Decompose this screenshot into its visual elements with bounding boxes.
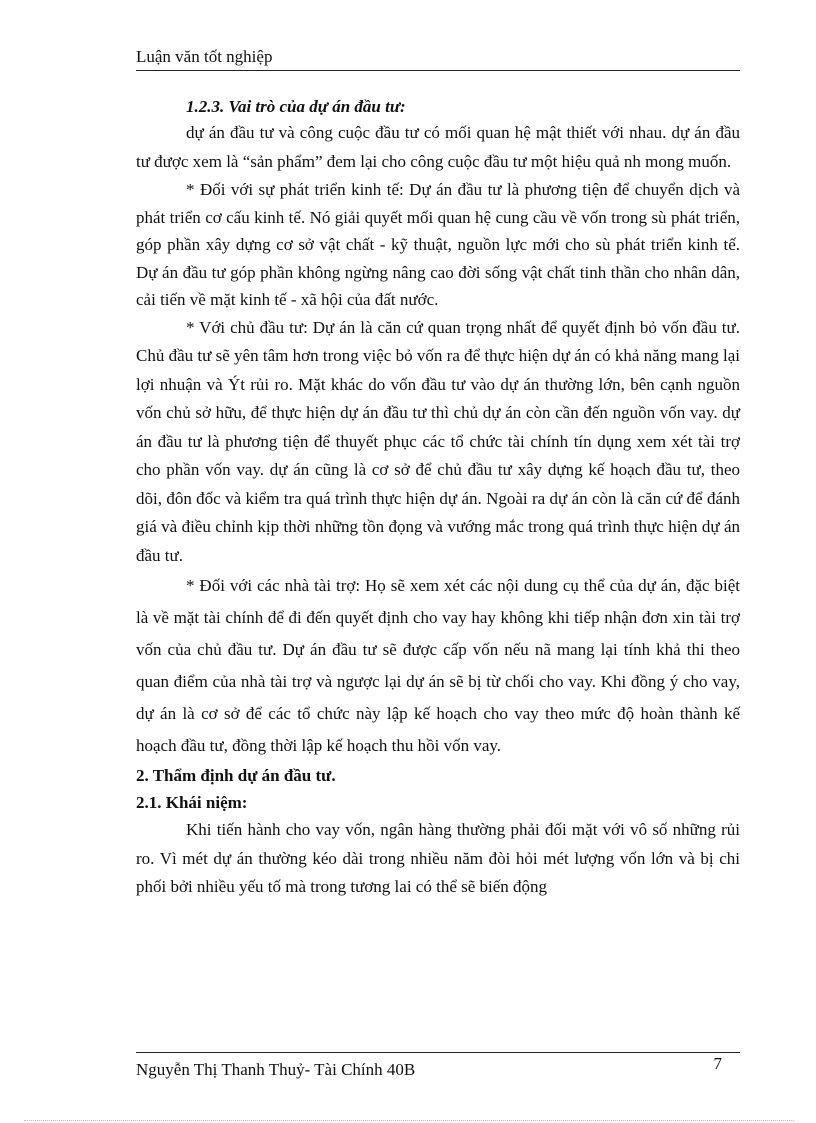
paragraph-economic-development: * Đối với sự phát triển kinh tế: Dự án đầu tư là phương tiện để chuyển dịch và phát triển cơ cấu kinh tế. Nó giải quyết mối quan hệ cung cầu về vốn trong sù phát triển, góp phần xây dựng cơ sở vật chất - kỹ thuật, nguồn lực mới cho sù phát triển kinh tế. Dự án đầu tư góp phần không ngừng nâng cao đời sống vật chất tinh thần cho nhân dân, cải tiến về mặt kinh tế - xã hội của đất nước. (136, 180, 740, 309)
page-body (136, 95, 740, 902)
paragraph-sponsors: * Đối với các nhà tài trợ: Họ sẽ xem xét các nội dung cụ thể của dự án, đặc biệt là về mặt tài chính để đi đến quyết định cho vay hay không khi tiếp nhận đơn xin tài trợ vốn của chủ đầu tư. Dự án đầu tư sẽ được cấp vốn nếu nã mang lại tính khả thi theo quan điểm của nhà tài trợ và ngược lại dự án sẽ bị từ chối cho vay. Khi đồng ý cho vay, dự án là cơ sở để các tổ chức này lập kế hoạch cho vay theo mức độ hoàn thành kế hoạch đầu tư, đồng thời lập kế hoạch thu hồi vốn vay. (136, 576, 740, 755)
page-bottom-divider (24, 1120, 794, 1121)
section-heading-2-1: 2.1. Khái niệm: (136, 793, 248, 812)
section-heading-2: 2. Thẩm định dự án đầu tư. (136, 766, 336, 785)
page-number: 7 (713, 1054, 722, 1073)
section-heading-1-2-3: 1.2.3. Vai trò của dự án đầu tư: (186, 97, 406, 116)
paragraph-investor: * Với chủ đầu tư: Dự án là căn cứ quan trọng nhất để quyết định bỏ vốn đầu tư. Chủ đầu tư sẽ yên tâm hơn trong việc bỏ vốn ra để thực hiện dự án có khả năng mang lại lợi nhuận và Ýt rủi ro. Mặt khác do vốn đầu tư vào dự án thường lớn, bên cạnh nguồn vốn chủ sở hữu, để thực hiện dự án đầu tư thì chủ dự án còn cần đến nguồn vốn vay. dự án đầu tư là phương tiện để thuyết phục các tổ chức tài chính tín dụng xem xét tài trợ cho phần vốn vay. dự án cũng là cơ sở để chủ đầu tư xây dựng kế hoạch đầu tư, theo dõi, đôn đốc và kiểm tra quá trình thực hiện dự án. Ngoài ra dự án còn là căn cứ để đánh giá và điều chỉnh kịp thời những tồn đọng và vướng mắc trong quá trình thực hiện dự án đầu tư. (136, 317, 740, 565)
page-header (136, 46, 740, 71)
paragraph-role-intro: dự án đầu tư và công cuộc đầu tư có mối quan hệ mật thiết với nhau. dự án đầu tư được xem là “sản phẩm” đem lại cho công cuộc đầu tư một hiệu quả nh mong muốn. (136, 123, 740, 171)
paragraph-concept: Khi tiến hành cho vay vốn, ngân hàng thường phải đối mặt với vô số những rủi ro. Vì mét dự án thường kéo dài trong nhiều năm đòi hỏi mét lượng vốn lớn và bị chi phối bởi nhiều yếu tố mà trong tương lai có thể sẽ biến động (136, 820, 740, 896)
footer-author: Nguyễn Thị Thanh Thuỷ- Tài Chính 40B (136, 1060, 416, 1079)
header-title: Luận văn tốt nghiệp (136, 47, 273, 66)
page-footer (136, 1052, 740, 1081)
